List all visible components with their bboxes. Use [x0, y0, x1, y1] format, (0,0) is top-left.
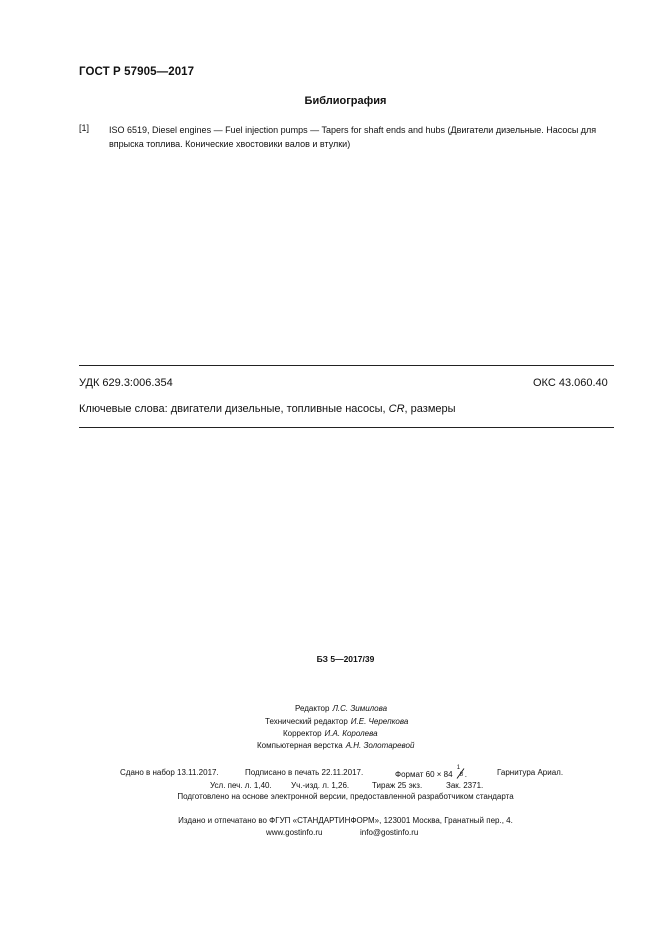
credit-editor — [295, 704, 387, 713]
publisher-email[interactable]: info@gostinfo.ru — [360, 828, 419, 837]
credit-name: И.А. Королева — [324, 729, 378, 738]
keywords-italic-term: CR — [388, 403, 405, 415]
divider-top — [79, 365, 614, 366]
credit-name: А.Н. Золотаревой — [345, 741, 415, 750]
credit-role: Компьютерная верстка — [257, 741, 343, 750]
udk-code: УДК 629.3:006.354 — [79, 377, 173, 389]
prepared-note: Подготовлено на основе электронной версии, предоставленной разработчиком стандарта — [177, 792, 514, 801]
credit-layout — [257, 741, 414, 750]
credit-role: Корректор — [283, 729, 322, 738]
publisher-info: Издано и отпечатано во ФГУП «СТАНДАРТИНФОРМ», 123001 Москва, Гранатный пер., 4. — [178, 816, 513, 825]
submitted-date: Сдано в набор 13.11.2017. — [120, 768, 219, 777]
format-numerator: 1 — [456, 765, 461, 771]
format-denominator: 8 — [459, 772, 464, 778]
bibliography-title: Библиография — [304, 95, 387, 107]
publishing-sheets: Уч.-изд. л. 1,26. — [291, 781, 350, 790]
credit-proofreader — [283, 729, 378, 738]
bz-number: БЗ 5—2017/39 — [316, 654, 375, 664]
paper-format: Формат 60 × 84 1 8 . — [395, 765, 468, 779]
circulation: Тираж 25 экз. — [372, 781, 423, 790]
credit-name: И.Е. Черепкова — [350, 717, 409, 726]
keywords-line — [79, 403, 456, 415]
order-number: Зак. 2371. — [446, 781, 484, 790]
format-fraction — [455, 765, 465, 779]
document-header-id: ГОСТ Р 57905—2017 — [79, 66, 195, 78]
print-sheets: Усл. печ. л. 1,40. — [210, 781, 272, 790]
credit-role: Технический редактор — [265, 717, 348, 726]
credit-tech-editor — [265, 717, 408, 726]
reference-text: ISO 6519, Diesel engines — Fuel injection pumps — Tapers for shaft ends and hubs (Двигатели дизельные. Насосы для впрыска топлива. Конические хвостовики валов и втулки) — [109, 125, 597, 149]
credit-name: Л.С. Зимилова — [332, 704, 388, 713]
divider-bottom — [79, 427, 614, 428]
publisher-website[interactable]: www.gostinfo.ru — [266, 828, 323, 837]
credit-role: Редактор — [295, 704, 330, 713]
keywords-suffix: , размеры — [404, 403, 456, 415]
oks-code: ОКС 43.060.40 — [533, 377, 608, 389]
keywords-prefix: Ключевые слова: двигатели дизельные, топливные насосы, — [79, 403, 389, 415]
typeface: Гарнитура Ариал. — [497, 768, 564, 777]
reference-number: [1] — [79, 123, 90, 133]
format-prefix: Формат 60 × 84 — [395, 770, 453, 779]
signed-date: Подписано в печать 22.11.2017. — [245, 768, 364, 777]
